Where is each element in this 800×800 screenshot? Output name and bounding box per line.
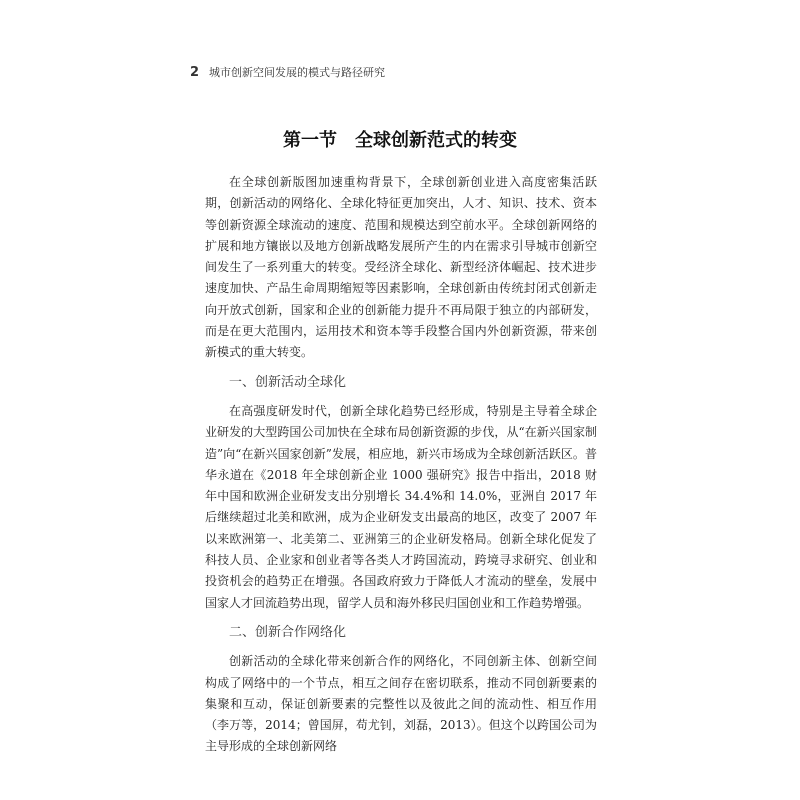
section-number: 第一节 [283,130,337,151]
paragraph-1: 在全球创新版图加速重构背景下，全球创新创业进入高度密集活跃期，创新活动的网络化、全球化特征更加突出，人才、知识、技术、资本等创新资源全球流动的速度、范围和规模达到空前水平。全球创新网络的扩展和地方镶嵌以及地方创新战略发展所产生的内在需求引导城市创新空间发生了一系列重大的转变。受经济全球化、新型经济体崛起、技术进步速度加快、产品生命周期缩短等因素影响，全球创新由传统封闭式创新走向开放式创新，国家和企业的创新能力提升不再局限于独立的内部研发，而是在更大范围内，运用技术和资本等手段整合国内外创新资源，带来创新模式的重大转变。 [205,175,597,360]
paragraph-3: 创新活动的全球化带来创新合作的网络化，不同创新主体、创新空间构成了网络中的一个节点，相互之间存在密切联系，推动不同创新要素的集聚和互动，保证创新要素的完整性以及彼此之间的流动性、相互作用（李万等，2014；曾国屏，苟尤钊，刘磊，2013）。但这个以跨国公司为主导形成的全球创新网络 [205,654,597,754]
body-text [205,172,597,758]
section-title [0,126,800,152]
running-title: 城市创新空间发展的模式与路径研究 [209,66,386,79]
page-number: 2 [190,65,200,80]
subsection-heading-2: 二、创新合作网络化 [229,624,347,640]
paragraph-2: 在高强度研发时代，创新全球化趋势已经形成，特别是主导着全球企业研发的大型跨国公司加快在全球布局创新资源的步伐，从“在新兴国家制造”向“在新兴国家创新”发展，相应地，新兴市场成为全球创新活跃区。普华永道在《2018 年全球创新企业 1000 强研究》报告中指出，2018 财年中国和欧洲企业研发支出分别增长 34.4%和 14.0%，亚洲自 2017 年后继续超过北美和欧洲，成为企业研发支出最高的地区，改变了 2007 年以来欧洲第一、北美第二、亚洲第三的企业研发格局。创新全球化促发了科技人员、企业家和创业者等各类人才跨国流动，跨境寻求研究、创业和投资机会的趋势正在增强。各国政府致力于降低人才流动的壁垒，发展中国家人才回流趋势出现，留学人员和海外移民归国创业和工作趋势增强。 [205,403,597,610]
section-title-text: 全球创新范式的转变 [355,130,517,151]
running-header [190,64,385,80]
subsection-heading-1: 一、创新活动全球化 [229,374,347,390]
